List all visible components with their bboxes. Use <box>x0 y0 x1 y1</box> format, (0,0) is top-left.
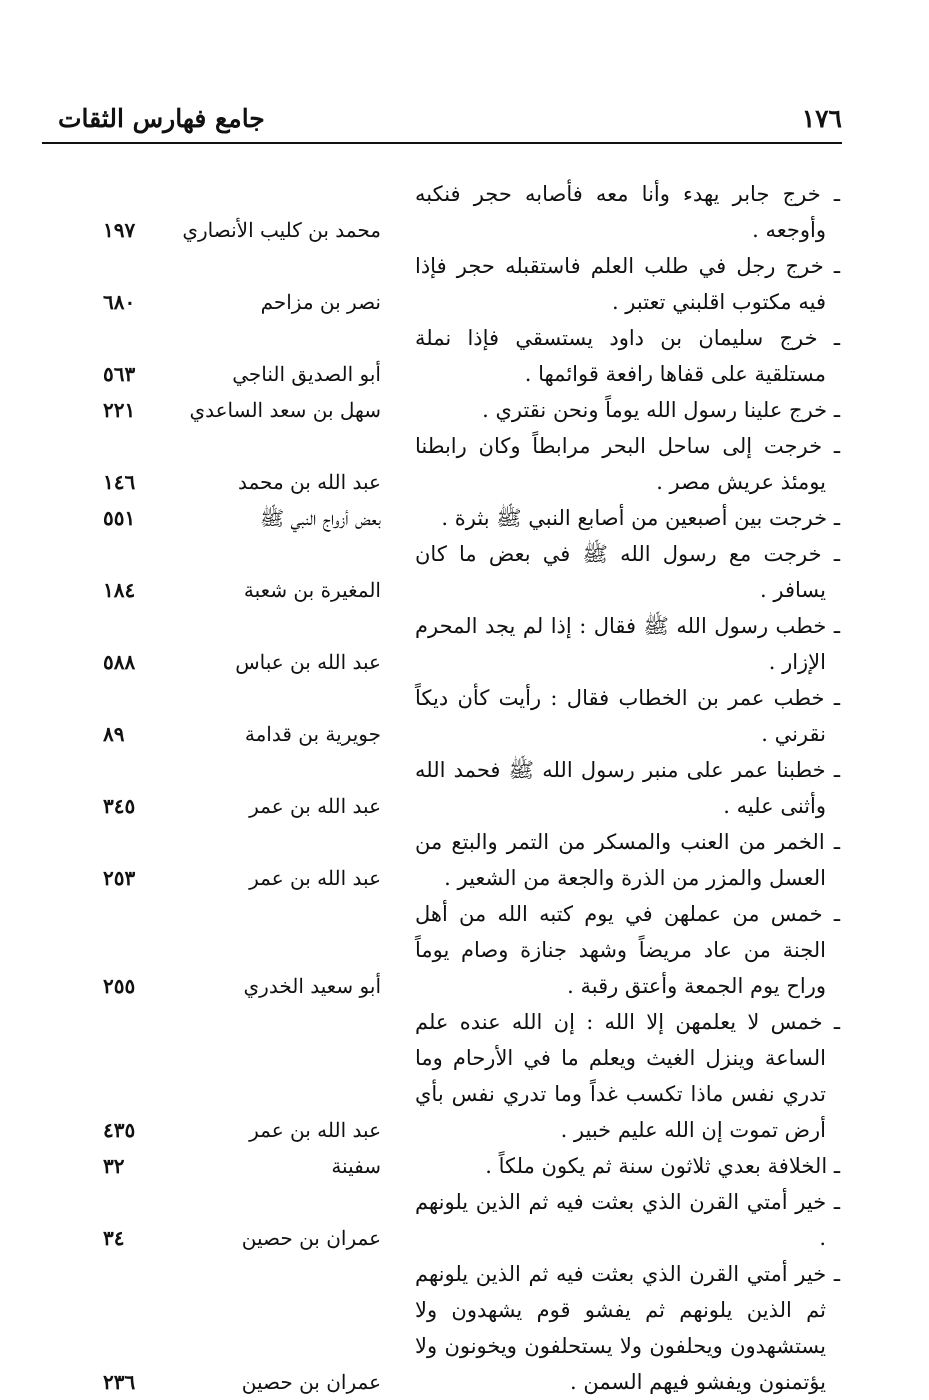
index-entry <box>85 536 840 608</box>
narrator-name: أبو سعيد الخدري <box>243 974 381 998</box>
reference-number: ١٩٧ <box>103 218 136 242</box>
narrator-name: سفينة <box>331 1154 381 1178</box>
index-entry <box>85 1004 840 1148</box>
index-entry <box>85 392 840 428</box>
index-entry <box>85 1184 840 1256</box>
index-entry <box>85 248 840 320</box>
reference-number: ٣٤ <box>103 1226 125 1250</box>
index-entry <box>85 896 840 1004</box>
index-entry <box>85 320 840 392</box>
hadith-text: ـ خرج جابر يهدء وأنا معه فأصابه حجر فنكبه وأوجعه . <box>415 182 840 242</box>
hadith-text: ـ خطب رسول الله ﷺ فقال : إذا لم يجد المحرم الإزار . <box>415 614 840 674</box>
hadith-text: ـ الخمر من العنب والمسكر من التمر والبتع من العسل والمزر من الذرة والجعة من الشعير . <box>415 830 840 890</box>
reference-number: ٤٣٥ <box>103 1118 136 1142</box>
narrator-name: بعض أزواج النبي ﷺ <box>259 506 381 530</box>
narrator-name: عبد الله بن عمر <box>249 866 381 890</box>
index-entry <box>85 176 840 248</box>
narrator-name: المغيرة بن شعبة <box>243 578 381 602</box>
page-number: ١٧٦ <box>801 104 842 133</box>
hadith-text: ـ خير أمتي القرن الذي بعثت فيه ثم الذين يلونهم ثم الذين يلونهم ثم يفشو قوم يشهدون ولا يستشهدون ويحلفون ولا يستحلفون ويخونون ولا يؤتمنون ويفشو فيهم السمن . <box>415 1262 840 1394</box>
hadith-index-list <box>85 176 840 1400</box>
hadith-text: ـ خرجت إلى ساحل البحر مرابطاً وكان رابطنا يومئذ عريش مصر . <box>415 434 840 494</box>
reference-number: ٥٦٣ <box>103 362 136 386</box>
index-entry <box>85 608 840 680</box>
reference-number: ٢٣٦ <box>103 1370 136 1394</box>
hadith-text: ـ خرج علينا رسول الله يوماً ونحن نقتري . <box>482 398 840 422</box>
book-title: جامع فهارس الثقات <box>58 104 265 133</box>
reference-number: ٣٤٥ <box>103 794 136 818</box>
index-entry <box>85 428 840 500</box>
hadith-text: ـ خرجت بين أصبعين من أصابع النبي ﷺ بثرة . <box>441 506 840 530</box>
index-entry <box>85 824 840 896</box>
reference-number: ١٤٦ <box>103 470 136 494</box>
narrator-name: عبد الله بن عمر <box>249 1118 381 1142</box>
index-entry <box>85 1256 840 1400</box>
reference-number: ٣٢ <box>103 1154 125 1178</box>
narrator-name: نصر بن مزاحم <box>260 290 381 314</box>
hadith-text: ـ الخلافة بعدي ثلاثون سنة ثم يكون ملكاً . <box>485 1154 840 1178</box>
hadith-text: ـ خطب عمر بن الخطاب فقال : رأيت كأن ديكاً نقرني . <box>415 686 840 746</box>
reference-number: ٥٨٨ <box>103 650 136 674</box>
reference-number: ٢٢١ <box>103 398 136 422</box>
hadith-text: ـ خمس من عملهن في يوم كتبه الله من أهل الجنة من عاد مريضاً وشهد جنازة وصام يوماً وراح يوم الجمعة وأعتق رقبة . <box>415 902 840 998</box>
narrator-name: سهل بن سعد الساعدي <box>189 398 381 422</box>
narrator-name: عبد الله بن محمد <box>237 470 381 494</box>
reference-number: ٢٥٣ <box>103 866 136 890</box>
hadith-text: ـ خير أمتي القرن الذي بعثت فيه ثم الذين يلونهم . <box>415 1190 840 1250</box>
index-entry <box>85 1148 840 1184</box>
hadith-text: ـ خرج سليمان بن داود يستسقي فإذا نملة مستلقية على قفاها رافعة قوائمها . <box>415 326 840 386</box>
running-header <box>42 98 842 140</box>
index-entry <box>85 500 840 536</box>
hadith-text: ـ خمس لا يعلمهن إلا الله : إن الله عنده علم الساعة وينزل الغيث ويعلم ما في الأرحام وما تدري نفس ماذا تكسب غداً وما تدري نفس بأي أرض تموت إن الله عليم خبير . <box>415 1010 840 1142</box>
narrator-name: أبو الصديق الناجي <box>232 362 381 386</box>
index-entry <box>85 752 840 824</box>
narrator-name: جويرية بن قدامة <box>244 722 381 746</box>
header-divider <box>42 142 842 144</box>
hadith-text: ـ خطبنا عمر على منبر رسول الله ﷺ فحمد الله وأثنى عليه . <box>415 758 840 818</box>
hadith-text: ـ خرجت مع رسول الله ﷺ في بعض ما كان يسافر . <box>415 542 840 602</box>
reference-number: ٨٩ <box>103 722 125 746</box>
reference-number: ٢٥٥ <box>103 974 136 998</box>
reference-number: ٦٨٠ <box>103 290 136 314</box>
narrator-name: عمران بن حصين <box>241 1226 381 1250</box>
narrator-name: عبد الله بن عباس <box>235 650 381 674</box>
hadith-text: ـ خرج رجل في طلب العلم فاستقبله حجر فإذا فيه مكتوب اقلبني تعتبر . <box>415 254 840 314</box>
narrator-name: محمد بن كليب الأنصاري <box>182 218 381 242</box>
narrator-name: عمران بن حصين <box>241 1370 381 1394</box>
index-entry <box>85 680 840 752</box>
reference-number: ٥٥١ <box>103 506 136 530</box>
reference-number: ١٨٤ <box>103 578 136 602</box>
narrator-name: عبد الله بن عمر <box>249 794 381 818</box>
